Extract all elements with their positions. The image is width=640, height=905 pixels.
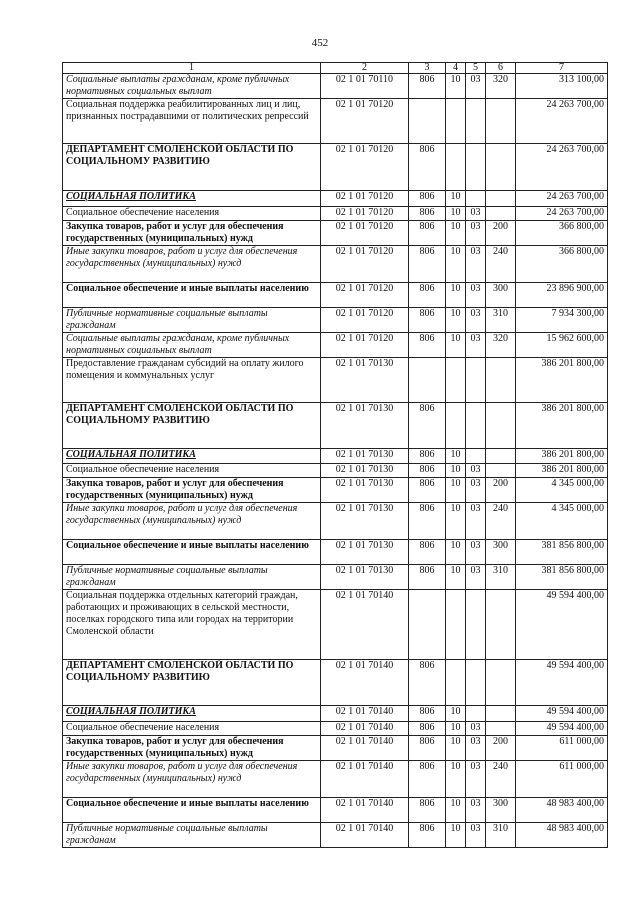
target-article-cell: 02 1 01 70140 — [321, 722, 409, 736]
row-name-cell: Публичные нормативные социальные выплаты гражданам — [63, 308, 321, 333]
section-cell — [446, 590, 466, 660]
subsection-cell — [466, 706, 486, 722]
amount-cell: 386 201 800,00 — [516, 358, 608, 403]
ministry-code-cell: 806 — [409, 403, 446, 449]
amount-cell: 49 594 400,00 — [516, 660, 608, 706]
section-cell — [446, 99, 466, 144]
target-article-cell: 02 1 01 70140 — [321, 660, 409, 706]
row-name-cell: Социальное обеспечение и иные выплаты населению — [63, 283, 321, 308]
target-article-cell: 02 1 01 70120 — [321, 144, 409, 191]
ministry-code-cell: 806 — [409, 308, 446, 333]
expense-type-cell: 240 — [486, 503, 516, 540]
ministry-code-cell: 806 — [409, 144, 446, 191]
header-cell: 6 — [486, 63, 516, 74]
table-row — [63, 99, 608, 144]
expense-type-cell — [486, 403, 516, 449]
row-name-cell: ДЕПАРТАМЕНТ СМОЛЕНСКОЙ ОБЛАСТИ ПО СОЦИАЛЬНОМУ РАЗВИТИЮ — [63, 403, 321, 449]
section-cell: 10 — [446, 449, 466, 464]
table-row — [63, 736, 608, 761]
amount-cell: 23 896 900,00 — [516, 283, 608, 308]
target-article-cell: 02 1 01 70110 — [321, 74, 409, 99]
amount-cell: 386 201 800,00 — [516, 449, 608, 464]
target-article-cell: 02 1 01 70130 — [321, 358, 409, 403]
header-cell: 3 — [409, 63, 446, 74]
section-cell: 10 — [446, 503, 466, 540]
ministry-code-cell: 806 — [409, 221, 446, 246]
table-row — [63, 207, 608, 221]
target-article-cell: 02 1 01 70120 — [321, 283, 409, 308]
subsection-cell — [466, 403, 486, 449]
header-cell: 1 — [63, 63, 321, 74]
subsection-cell: 03 — [466, 565, 486, 590]
header-row — [63, 63, 608, 74]
target-article-cell: 02 1 01 70140 — [321, 823, 409, 848]
table-row — [63, 823, 608, 848]
table-row — [63, 590, 608, 660]
target-article-cell: 02 1 01 70120 — [321, 99, 409, 144]
section-cell: 10 — [446, 464, 466, 478]
expense-type-cell — [486, 449, 516, 464]
amount-cell: 49 594 400,00 — [516, 722, 608, 736]
expense-type-cell: 240 — [486, 761, 516, 798]
ministry-code-cell — [409, 590, 446, 660]
amount-cell: 611 000,00 — [516, 736, 608, 761]
target-article-cell: 02 1 01 70120 — [321, 191, 409, 207]
target-article-cell: 02 1 01 70140 — [321, 736, 409, 761]
ministry-code-cell: 806 — [409, 736, 446, 761]
subsection-cell — [466, 590, 486, 660]
amount-cell: 7 934 300,00 — [516, 308, 608, 333]
target-article-cell: 02 1 01 70130 — [321, 565, 409, 590]
ministry-code-cell: 806 — [409, 449, 446, 464]
subsection-cell — [466, 191, 486, 207]
target-article-cell: 02 1 01 70140 — [321, 706, 409, 722]
ministry-code-cell: 806 — [409, 478, 446, 503]
section-cell — [446, 403, 466, 449]
section-cell: 10 — [446, 798, 466, 823]
row-name-cell: Социальное обеспечение и иные выплаты населению — [63, 540, 321, 565]
subsection-cell — [466, 449, 486, 464]
section-cell: 10 — [446, 565, 466, 590]
target-article-cell: 02 1 01 70140 — [321, 761, 409, 798]
header-cell: 2 — [321, 63, 409, 74]
ministry-code-cell: 806 — [409, 565, 446, 590]
amount-cell: 366 800,00 — [516, 246, 608, 283]
row-name-cell: Закупка товаров, работ и услуг для обеспечения государственных (муниципальных) нужд — [63, 221, 321, 246]
subsection-cell: 03 — [466, 207, 486, 221]
target-article-cell: 02 1 01 70140 — [321, 590, 409, 660]
page-number: 452 — [311, 37, 329, 49]
section-cell — [446, 144, 466, 191]
expense-type-cell — [486, 207, 516, 221]
amount-cell: 381 856 800,00 — [516, 565, 608, 590]
subsection-cell: 03 — [466, 246, 486, 283]
subsection-cell — [466, 660, 486, 706]
table-row — [63, 464, 608, 478]
subsection-cell: 03 — [466, 503, 486, 540]
table-row — [63, 358, 608, 403]
amount-cell: 366 800,00 — [516, 221, 608, 246]
amount-cell: 24 263 700,00 — [516, 144, 608, 191]
subsection-cell: 03 — [466, 464, 486, 478]
section-cell — [446, 358, 466, 403]
expense-type-cell — [486, 722, 516, 736]
target-article-cell: 02 1 01 70130 — [321, 464, 409, 478]
expense-type-cell — [486, 464, 516, 478]
table-body — [63, 63, 608, 848]
ministry-code-cell: 806 — [409, 464, 446, 478]
target-article-cell: 02 1 01 70130 — [321, 403, 409, 449]
target-article-cell: 02 1 01 70120 — [321, 221, 409, 246]
row-name-cell: Социальная поддержка отдельных категорий граждан, работающих и проживающих в сельской местности, поселках городского типа или городах на территории Смоленской области — [63, 590, 321, 660]
table-row — [63, 565, 608, 590]
row-name-cell: Социальные выплаты гражданам, кроме публичных нормативных социальных выплат — [63, 74, 321, 99]
row-name-cell: Публичные нормативные социальные выплаты гражданам — [63, 565, 321, 590]
section-cell: 10 — [446, 736, 466, 761]
subsection-cell: 03 — [466, 761, 486, 798]
subsection-cell: 03 — [466, 333, 486, 358]
table-row — [63, 74, 608, 99]
subsection-cell — [466, 99, 486, 144]
ministry-code-cell: 806 — [409, 503, 446, 540]
amount-cell: 49 594 400,00 — [516, 590, 608, 660]
section-cell: 10 — [446, 207, 466, 221]
ministry-code-cell: 806 — [409, 540, 446, 565]
expense-type-cell: 310 — [486, 823, 516, 848]
row-name-cell: Социальное обеспечение и иные выплаты населению — [63, 798, 321, 823]
amount-cell: 4 345 000,00 — [516, 478, 608, 503]
ministry-code-cell: 806 — [409, 74, 446, 99]
target-article-cell: 02 1 01 70130 — [321, 503, 409, 540]
section-cell: 10 — [446, 246, 466, 283]
section-cell: 10 — [446, 478, 466, 503]
target-article-cell: 02 1 01 70120 — [321, 246, 409, 283]
expense-type-cell: 300 — [486, 283, 516, 308]
amount-cell: 611 000,00 — [516, 761, 608, 798]
ministry-code-cell: 806 — [409, 761, 446, 798]
header-cell: 5 — [466, 63, 486, 74]
row-name-cell: Публичные нормативные социальные выплаты гражданам — [63, 823, 321, 848]
target-article-cell: 02 1 01 70130 — [321, 540, 409, 565]
section-cell: 10 — [446, 706, 466, 722]
section-cell: 10 — [446, 722, 466, 736]
amount-cell: 381 856 800,00 — [516, 540, 608, 565]
ministry-code-cell: 806 — [409, 706, 446, 722]
section-cell: 10 — [446, 74, 466, 99]
section-cell: 10 — [446, 823, 466, 848]
table-row — [63, 144, 608, 191]
table-row — [63, 191, 608, 207]
amount-cell: 49 594 400,00 — [516, 706, 608, 722]
ministry-code-cell: 806 — [409, 660, 446, 706]
target-article-cell: 02 1 01 70120 — [321, 333, 409, 358]
subsection-cell — [466, 358, 486, 403]
expense-type-cell — [486, 99, 516, 144]
table-row — [63, 283, 608, 308]
expense-type-cell: 240 — [486, 246, 516, 283]
ministry-code-cell: 806 — [409, 283, 446, 308]
expense-type-cell — [486, 660, 516, 706]
section-cell: 10 — [446, 333, 466, 358]
row-name-cell: Предоставление гражданам субсидий на оплату жилого помещения и коммунальных услуг — [63, 358, 321, 403]
target-article-cell: 02 1 01 70120 — [321, 308, 409, 333]
subsection-cell: 03 — [466, 722, 486, 736]
amount-cell: 48 983 400,00 — [516, 798, 608, 823]
subsection-cell: 03 — [466, 308, 486, 333]
table-row — [63, 221, 608, 246]
section-cell — [446, 660, 466, 706]
table-row — [63, 722, 608, 736]
table-row — [63, 333, 608, 358]
expense-type-cell — [486, 590, 516, 660]
target-article-cell: 02 1 01 70140 — [321, 798, 409, 823]
expense-type-cell — [486, 706, 516, 722]
row-name-cell: СОЦИАЛЬНАЯ ПОЛИТИКА — [63, 191, 321, 207]
expense-type-cell — [486, 144, 516, 191]
expense-type-cell: 300 — [486, 540, 516, 565]
expense-type-cell: 320 — [486, 74, 516, 99]
expense-type-cell: 200 — [486, 221, 516, 246]
subsection-cell: 03 — [466, 478, 486, 503]
row-name-cell: Социальное обеспечение населения — [63, 464, 321, 478]
row-name-cell: Иные закупки товаров, работ и услуг для обеспечения государственных (муниципальных) нужд — [63, 761, 321, 798]
budget-table — [62, 62, 608, 848]
expense-type-cell: 310 — [486, 308, 516, 333]
target-article-cell: 02 1 01 70130 — [321, 478, 409, 503]
row-name-cell: СОЦИАЛЬНАЯ ПОЛИТИКА — [63, 449, 321, 464]
subsection-cell: 03 — [466, 540, 486, 565]
table-row — [63, 798, 608, 823]
amount-cell: 48 983 400,00 — [516, 823, 608, 848]
subsection-cell: 03 — [466, 798, 486, 823]
amount-cell: 15 962 600,00 — [516, 333, 608, 358]
ministry-code-cell: 806 — [409, 191, 446, 207]
amount-cell: 24 263 700,00 — [516, 191, 608, 207]
expense-type-cell — [486, 191, 516, 207]
table-row — [63, 246, 608, 283]
row-name-cell: Социальные выплаты гражданам, кроме публичных нормативных социальных выплат — [63, 333, 321, 358]
row-name-cell: СОЦИАЛЬНАЯ ПОЛИТИКА — [63, 706, 321, 722]
section-cell: 10 — [446, 761, 466, 798]
ministry-code-cell: 806 — [409, 798, 446, 823]
header-cell: 7 — [516, 63, 608, 74]
table-row — [63, 478, 608, 503]
ministry-code-cell: 806 — [409, 246, 446, 283]
row-name-cell: ДЕПАРТАМЕНТ СМОЛЕНСКОЙ ОБЛАСТИ ПО СОЦИАЛЬНОМУ РАЗВИТИЮ — [63, 144, 321, 191]
target-article-cell: 02 1 01 70120 — [321, 207, 409, 221]
subsection-cell: 03 — [466, 221, 486, 246]
section-cell: 10 — [446, 221, 466, 246]
table-row — [63, 761, 608, 798]
ministry-code-cell — [409, 358, 446, 403]
expense-type-cell: 200 — [486, 478, 516, 503]
row-name-cell: Иные закупки товаров, работ и услуг для обеспечения государственных (муниципальных) нужд — [63, 503, 321, 540]
table-row — [63, 308, 608, 333]
row-name-cell: Закупка товаров, работ и услуг для обеспечения государственных (муниципальных) нужд — [63, 478, 321, 503]
section-cell: 10 — [446, 191, 466, 207]
table-row — [63, 503, 608, 540]
row-name-cell: ДЕПАРТАМЕНТ СМОЛЕНСКОЙ ОБЛАСТИ ПО СОЦИАЛЬНОМУ РАЗВИТИЮ — [63, 660, 321, 706]
subsection-cell: 03 — [466, 823, 486, 848]
subsection-cell: 03 — [466, 736, 486, 761]
expense-type-cell: 200 — [486, 736, 516, 761]
expense-type-cell — [486, 358, 516, 403]
row-name-cell: Социальная поддержка реабилитированных лиц и лиц, признанных пострадавшими от политических репрессий — [63, 99, 321, 144]
table-row — [63, 706, 608, 722]
table-row — [63, 449, 608, 464]
amount-cell: 24 263 700,00 — [516, 99, 608, 144]
ministry-code-cell — [409, 99, 446, 144]
table-row — [63, 660, 608, 706]
expense-type-cell: 300 — [486, 798, 516, 823]
subsection-cell: 03 — [466, 74, 486, 99]
expense-type-cell: 310 — [486, 565, 516, 590]
row-name-cell: Социальное обеспечение населения — [63, 722, 321, 736]
table-row — [63, 540, 608, 565]
amount-cell: 386 201 800,00 — [516, 403, 608, 449]
amount-cell: 313 100,00 — [516, 74, 608, 99]
ministry-code-cell: 806 — [409, 333, 446, 358]
amount-cell: 4 345 000,00 — [516, 503, 608, 540]
row-name-cell: Иные закупки товаров, работ и услуг для обеспечения государственных (муниципальных) нужд — [63, 246, 321, 283]
section-cell: 10 — [446, 540, 466, 565]
expense-type-cell: 320 — [486, 333, 516, 358]
ministry-code-cell: 806 — [409, 722, 446, 736]
ministry-code-cell: 806 — [409, 823, 446, 848]
amount-cell: 386 201 800,00 — [516, 464, 608, 478]
row-name-cell: Социальное обеспечение населения — [63, 207, 321, 221]
section-cell: 10 — [446, 308, 466, 333]
amount-cell: 24 263 700,00 — [516, 207, 608, 221]
ministry-code-cell: 806 — [409, 207, 446, 221]
subsection-cell — [466, 144, 486, 191]
target-article-cell: 02 1 01 70130 — [321, 449, 409, 464]
header-cell: 4 — [446, 63, 466, 74]
subsection-cell: 03 — [466, 283, 486, 308]
section-cell: 10 — [446, 283, 466, 308]
table-row — [63, 403, 608, 449]
row-name-cell: Закупка товаров, работ и услуг для обеспечения государственных (муниципальных) нужд — [63, 736, 321, 761]
